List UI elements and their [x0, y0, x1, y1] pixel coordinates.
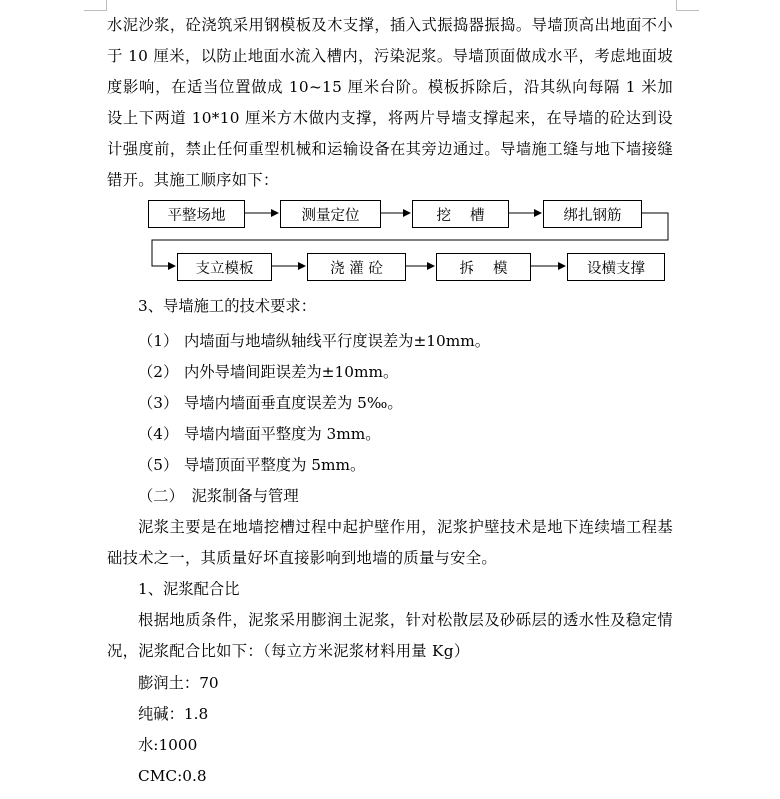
flow-step-rebar: 绑扎钢筋	[543, 200, 642, 228]
requirement-item: （2） 内外导墙间距误差为±10mm。	[138, 363, 399, 381]
mix-ratio-paragraph: 根据地质条件，泥浆采用膨润土泥浆，针对松散层及砂砾层的透水性及稳定情况，泥浆配合比如下：（每立方米泥浆材料用量 Kg）	[107, 611, 673, 660]
slurry-paragraph: 泥浆主要是在地墙挖槽过程中起护壁作用，泥浆护壁技术是地下连续墙工程基础技术之一，其质量好坏直接影响到地墙的质量与安全。	[107, 518, 673, 567]
flow-step-level-site: 平整场地	[148, 200, 245, 228]
requirement-item: （4） 导墙内墙面平整度为 3mm。	[138, 425, 381, 443]
material-item: 纯碱：1.8	[138, 705, 209, 723]
flow-step-excavate: 挖 槽	[412, 200, 509, 228]
material-item: CMC:0.8	[138, 767, 207, 785]
requirement-item: （5） 导墙顶面平整度为 5mm。	[138, 456, 366, 474]
requirement-item: （1） 内墙面与地墙纵轴线平行度误差为±10mm。	[138, 332, 491, 350]
flow-step-brace: 设横支撑	[567, 253, 665, 281]
flow-step-formwork: 支立模板	[177, 253, 272, 281]
sub-heading-mix-ratio: 1、泥浆配合比	[138, 580, 240, 598]
flow-step-survey: 测量定位	[280, 200, 381, 228]
material-item: 膨润土：70	[138, 674, 219, 692]
section-heading-slurry: （二） 泥浆制备与管理	[138, 487, 299, 505]
requirement-item: （3） 导墙内墙面垂直度误差为 5‰。	[138, 394, 403, 412]
section-3-title: 3、导墙施工的技术要求：	[138, 297, 316, 315]
material-item: 水:1000	[138, 736, 198, 754]
flow-step-remove-form: 拆 模	[436, 253, 531, 281]
intro-paragraph: 水泥沙浆，砼浇筑采用钢模板及木支撑，插入式振捣器振捣。导墙顶高出地面不小于 10 厘米，以防止地面水流入槽内，污染泥浆。导墙顶面做成水平，考虑地面坡度影响，在适当位置做成 10~15 厘米台阶。模板拆除后，沿其纵向每隔 1 米加设上下两道 10*10 厘米方木做内支撑，将两片导墙支撑起来，在导墙的砼达到设计强度前，禁止任何重型机械和运输设备在其旁边通过。导墙施工缝与地下墙接缝错开。其施工顺序如下：	[107, 16, 673, 189]
flow-step-pour-concrete: 浇 灌 砼	[307, 253, 406, 281]
